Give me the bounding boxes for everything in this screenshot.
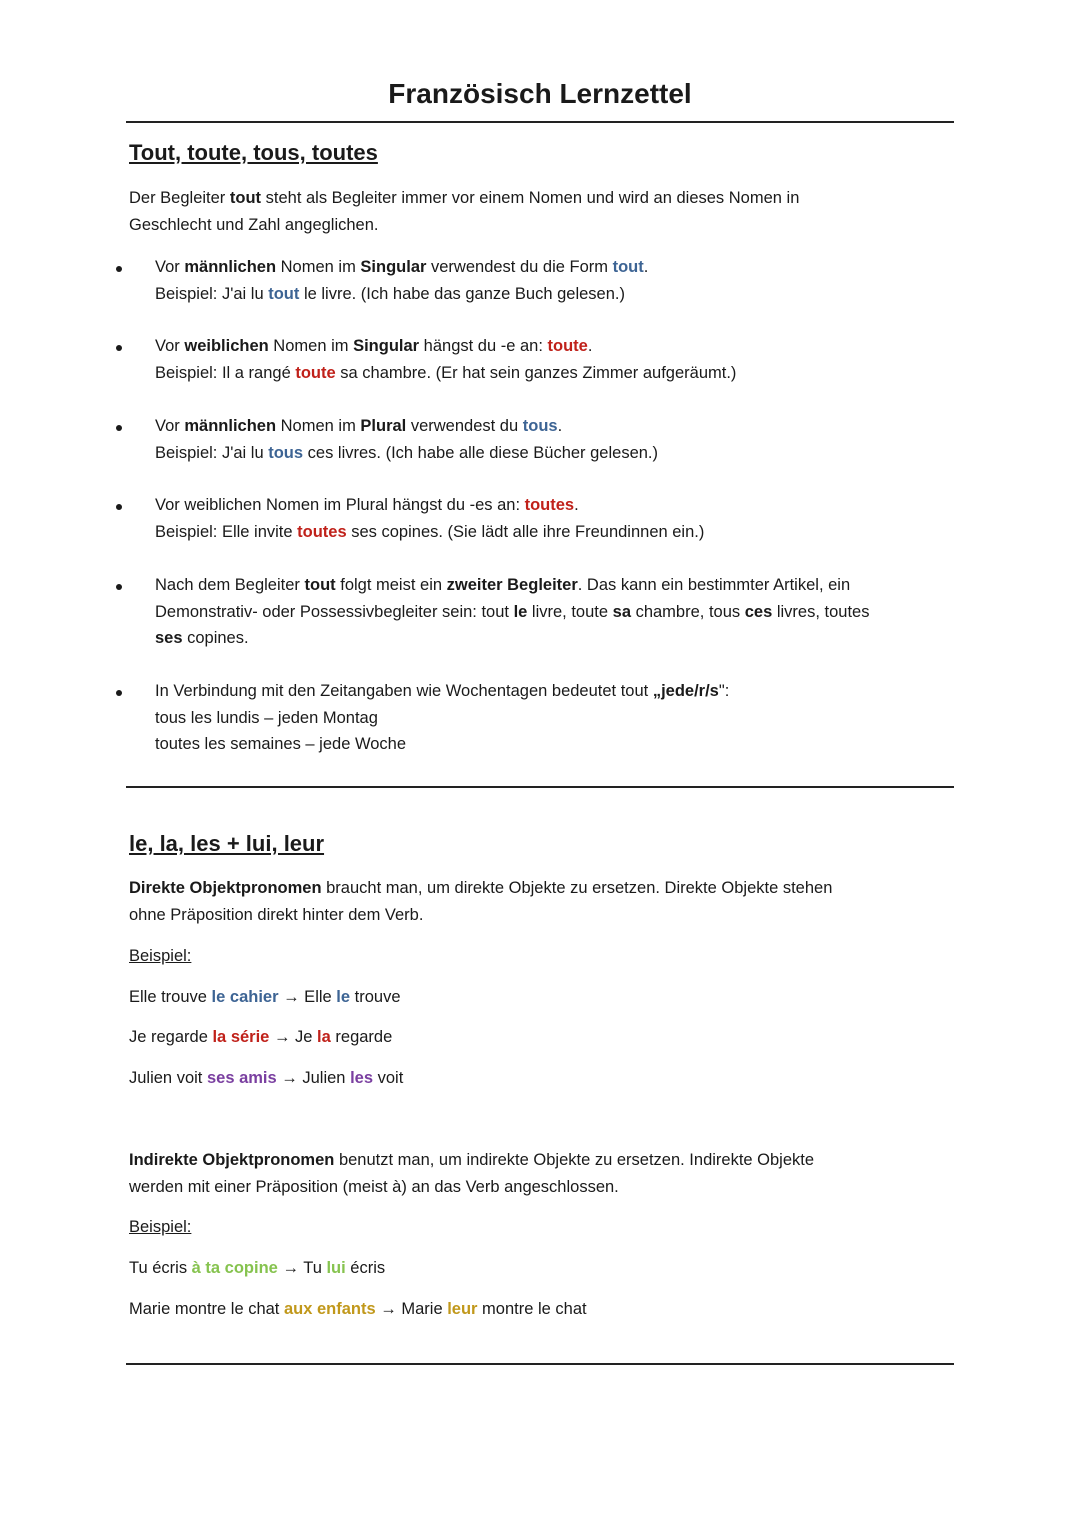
bullet-icon (116, 266, 122, 272)
section-divider (126, 786, 954, 788)
title-divider (126, 121, 954, 123)
example-label: Beispiel: (129, 947, 192, 965)
bottom-divider (126, 1363, 954, 1365)
bullet-icon (116, 504, 122, 510)
document-page: Französisch Lernzettel Tout, toute, tous, toutes Der Begleiter tout steht als Begleiter immer vor einem Nomen und wird an dieses Nomen in Geschlecht und Zahl angeglichen. Vor männlichen Nomen im Singular verwendest du die Form tout. Beispiel: J'ai lu tout le livre. (Ich habe das ganze Buch gelesen.) Vor weiblichen Nomen im Singular hängst du -e an: toute. Beispiel: Il a rangé toute sa chambre. (Er hat sein ganzes Zimmer aufgeräumt.) Vor männlichen Nomen im Plural verwendest du tous. Beispiel: J'ai lu tous ces livres. (Ich habe alle diese Bücher gelesen.) Vor weiblichen Nomen im Plural hängst du -es an: toutes. Beispiel: Elle invite toutes ses copines. (Sie lädt alle ihre Freundinnen ein.) Nach dem Begleiter tout folgt meist ein zweiter Begleiter. Das kann ein bestimmter Artikel, ein Demonstrativ- oder Possessivbegleiter sein: tout le livre, toute sa chambre, tous ces livres, toutes ses copines. In Verbindung mit den Zeitangaben wie Wochentagen bedeutet tout „jede/r/s": tous les lundis – jeden Montag toutes les semaines – jede Woche le, la, les + lui, leur Direkte Objektpronomen braucht man, um direkte Objekte zu ersetzen. Direkte Objekte stehen ohne Präposition direkt hinter dem Verb. Beispiel: Elle trouve le cahier → Elle le trouve Je regarde la série → Je la regarde Julien voit ses amis → Julien les voit Indirekte Objektpronomen benutzt man, um indirekte Objekte zu ersetzen. Indirekte Objekte werden mit einer Präposition (meist à) an das Verb angeschlossen. Beispiel: Tu écris à ta copine → Tu lui écris Marie montre le chat aux enfants → Marie leur montre le chat (0, 0, 1080, 1527)
section-heading-tout: Tout, toute, tous, toutes (129, 140, 378, 165)
example-line: Je regarde la série → Je la regarde (129, 1028, 393, 1046)
bullet-icon (116, 345, 122, 351)
example-label: Beispiel: (129, 1218, 192, 1236)
bullet-icon (116, 584, 122, 590)
page-title: Französisch Lernzettel (388, 78, 692, 109)
indirect-object-paragraph: Indirekte Objektpronomen benutzt man, um indirekte Objekte zu ersetzen. Indirekte Objekte werden mit einer Präposition (meist à) an das Verb angeschlossen. (129, 1151, 815, 1196)
bullet-icon (116, 690, 122, 696)
example-line: Marie montre le chat aux enfants → Marie leur montre le chat (129, 1300, 587, 1318)
bullet-icon (116, 425, 122, 431)
intro-paragraph: Der Begleiter tout steht als Begleiter immer vor einem Nomen und wird an dieses Nomen in Geschlecht und Zahl angeglichen. (129, 189, 800, 234)
example-line: Julien voit ses amis → Julien les voit (129, 1069, 404, 1087)
section-heading-pronouns: le, la, les + lui, leur (129, 831, 325, 856)
direct-object-paragraph: Direkte Objektpronomen braucht man, um direkte Objekte zu ersetzen. Direkte Objekte stehen ohne Präposition direkt hinter dem Verb. (129, 879, 833, 924)
example-line: Tu écris à ta copine → Tu lui écris (129, 1259, 386, 1277)
example-line: Elle trouve le cahier → Elle le trouve (129, 988, 401, 1006)
